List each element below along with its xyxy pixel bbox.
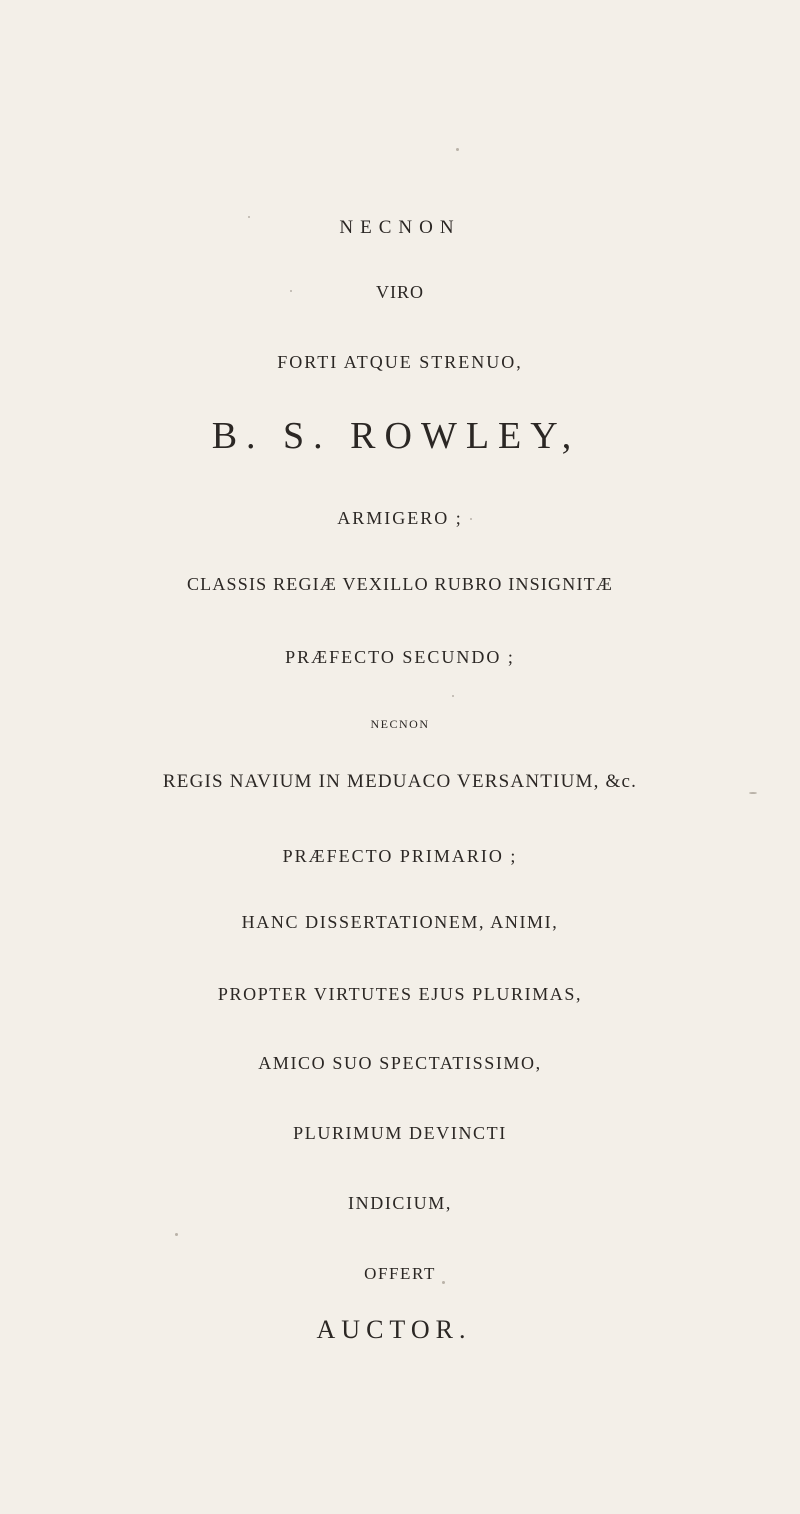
line-forti-atque-strenuo: FORTI ATQUE STRENUO, — [277, 352, 523, 372]
line-praefecto-secundo: PRÆFECTO SECUNDO ; — [285, 647, 515, 667]
line-necnon-small: NECNON — [370, 717, 430, 731]
line-propter-virtutes: PROPTER VIRTUTES EJUS PLURIMAS, — [217, 984, 583, 1004]
paper-speck — [456, 148, 459, 151]
paper-speck — [175, 1233, 178, 1236]
line-classis-regiae: CLASSIS REGIÆ VEXILLO RUBRO INSIGNITÆ — [186, 574, 614, 594]
line-plurimum-devincti: PLURIMUM DEVINCTI — [293, 1123, 507, 1143]
heading-necnon: NECNON — [339, 217, 461, 238]
paper-speck — [452, 695, 454, 697]
line-armigero: ARMIGERO ; — [337, 508, 463, 528]
line-praefecto-primario: PRÆFECTO PRIMARIO ; — [282, 846, 518, 866]
line-indicium: INDICIUM, — [348, 1193, 452, 1213]
line-amico-suo: AMICO SUO SPECTATISSIMO, — [258, 1053, 542, 1073]
signature-auctor: AUCTOR. — [316, 1315, 472, 1344]
heading-viro: VIRO — [376, 282, 424, 302]
paper-speck — [749, 792, 757, 794]
name-b-s-rowley: B. S. ROWLEY, — [211, 415, 581, 457]
line-offert: OFFERT — [364, 1264, 436, 1283]
line-hanc-dissertationem: HANC DISSERTATIONEM, ANIMI, — [241, 912, 559, 932]
line-regis-navium: REGIS NAVIUM IN MEDUACO VERSANTIUM, &c. — [162, 771, 638, 792]
